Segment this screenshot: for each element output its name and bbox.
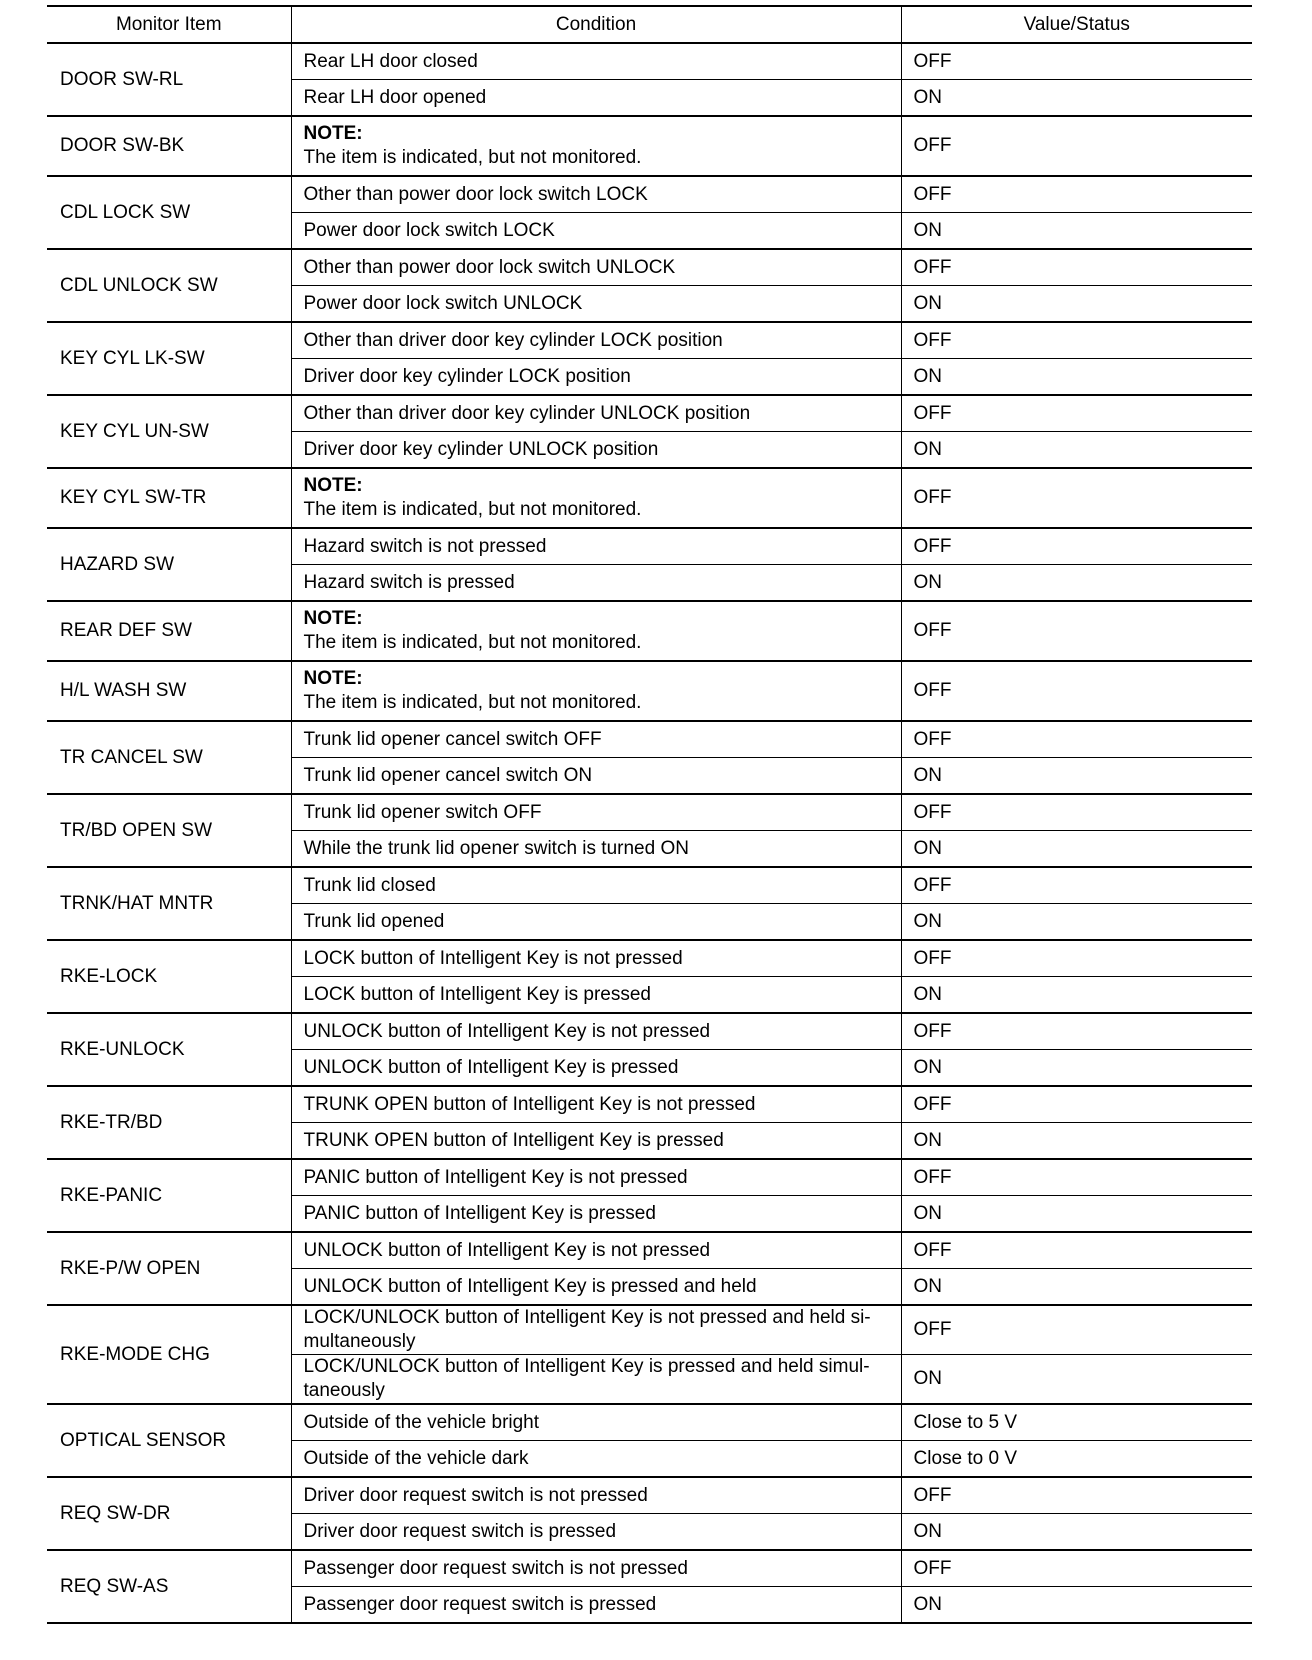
condition-cell: Trunk lid opener cancel switch OFF: [291, 721, 901, 758]
table-row: [47, 1013, 1252, 1050]
value-status-cell: ON: [901, 1514, 1252, 1551]
value-status-cell: OFF: [901, 940, 1252, 977]
value-status-cell: OFF: [901, 249, 1252, 286]
value-status-cell: OFF: [901, 1159, 1252, 1196]
value-status-cell: OFF: [901, 395, 1252, 432]
condition-cell: Trunk lid opener cancel switch ON: [291, 758, 901, 795]
table-row: [47, 1404, 1252, 1441]
condition-cell: Driver door key cylinder UNLOCK position: [291, 432, 901, 469]
table-row: [47, 43, 1252, 80]
monitor-item-cell: TR CANCEL SW: [47, 721, 291, 794]
table-row: [47, 1550, 1252, 1587]
monitor-item-cell: RKE-LOCK: [47, 940, 291, 1013]
monitor-item-cell: DOOR SW-RL: [47, 43, 291, 116]
monitor-item-cell: OPTICAL SENSOR: [47, 1404, 291, 1477]
note-text: The item is indicated, but not monitored.: [303, 632, 642, 653]
condition-cell: Passenger door request switch is not pressed: [291, 1550, 901, 1587]
condition-cell: PANIC button of Intelligent Key is pressed: [291, 1196, 901, 1233]
condition-note-cell: [291, 601, 901, 661]
table-row: [47, 794, 1252, 831]
condition-cell: Driver door request switch is not pressed: [291, 1477, 901, 1514]
note-label: NOTE:: [303, 668, 363, 689]
monitor-item-cell: KEY CYL UN-SW: [47, 395, 291, 468]
header-monitor-item: Monitor Item: [47, 6, 291, 43]
condition-cell: Rear LH door closed: [291, 43, 901, 80]
value-status-cell: ON: [901, 977, 1252, 1014]
table-row: [47, 468, 1252, 528]
table-row: [47, 721, 1252, 758]
table-row: [47, 867, 1252, 904]
monitor-item-cell: REQ SW-AS: [47, 1550, 291, 1623]
condition-cell: UNLOCK button of Intelligent Key is not pressed: [291, 1013, 901, 1050]
value-status-cell: OFF: [901, 661, 1252, 721]
condition-cell: LOCK/UNLOCK button of Intelligent Key is pressed and held simul-taneously: [291, 1355, 901, 1405]
condition-cell: TRUNK OPEN button of Intelligent Key is pressed: [291, 1123, 901, 1160]
table-row: [47, 601, 1252, 661]
table-row: [47, 176, 1252, 213]
value-status-cell: Close to 5 V: [901, 1404, 1252, 1441]
note-label: NOTE:: [303, 608, 363, 629]
value-status-cell: ON: [901, 758, 1252, 795]
condition-note-cell: [291, 661, 901, 721]
monitor-item-cell: REAR DEF SW: [47, 601, 291, 661]
condition-cell: Passenger door request switch is pressed: [291, 1587, 901, 1624]
value-status-cell: OFF: [901, 1232, 1252, 1269]
condition-note-cell: [291, 468, 901, 528]
note-text: The item is indicated, but not monitored.: [303, 499, 642, 520]
condition-note-cell: [291, 116, 901, 176]
table-row: [47, 116, 1252, 176]
value-status-cell: OFF: [901, 528, 1252, 565]
condition-cell: Trunk lid opener switch OFF: [291, 794, 901, 831]
note-label: NOTE:: [303, 475, 363, 496]
note-text: The item is indicated, but not monitored.: [303, 692, 642, 713]
value-status-cell: ON: [901, 359, 1252, 396]
value-status-cell: ON: [901, 1269, 1252, 1306]
condition-cell: Driver door request switch is pressed: [291, 1514, 901, 1551]
value-status-cell: OFF: [901, 867, 1252, 904]
monitor-item-cell: CDL LOCK SW: [47, 176, 291, 249]
monitor-item-cell: RKE-UNLOCK: [47, 1013, 291, 1086]
table-row: [47, 940, 1252, 977]
monitor-item-cell: RKE-MODE CHG: [47, 1305, 291, 1404]
value-status-cell: ON: [901, 831, 1252, 868]
table-row: [47, 322, 1252, 359]
condition-cell: TRUNK OPEN button of Intelligent Key is not pressed: [291, 1086, 901, 1123]
monitor-item-cell: KEY CYL LK-SW: [47, 322, 291, 395]
condition-cell: UNLOCK button of Intelligent Key is pressed and held: [291, 1269, 901, 1306]
condition-cell: Other than power door lock switch UNLOCK: [291, 249, 901, 286]
value-status-cell: OFF: [901, 43, 1252, 80]
value-status-cell: ON: [901, 1587, 1252, 1624]
value-status-cell: OFF: [901, 1550, 1252, 1587]
condition-cell: LOCK button of Intelligent Key is pressed: [291, 977, 901, 1014]
value-status-cell: OFF: [901, 1305, 1252, 1355]
condition-cell: PANIC button of Intelligent Key is not pressed: [291, 1159, 901, 1196]
value-status-cell: ON: [901, 1050, 1252, 1087]
condition-cell: LOCK button of Intelligent Key is not pressed: [291, 940, 901, 977]
value-status-cell: ON: [901, 80, 1252, 117]
monitor-item-cell: KEY CYL SW-TR: [47, 468, 291, 528]
value-status-cell: OFF: [901, 721, 1252, 758]
value-status-cell: ON: [901, 1123, 1252, 1160]
condition-cell: Other than power door lock switch LOCK: [291, 176, 901, 213]
note-text: The item is indicated, but not monitored.: [303, 147, 642, 168]
table-row: [47, 1477, 1252, 1514]
table-row: [47, 395, 1252, 432]
value-status-cell: OFF: [901, 1013, 1252, 1050]
value-status-cell: ON: [901, 432, 1252, 469]
value-status-cell: OFF: [901, 116, 1252, 176]
condition-cell: Other than driver door key cylinder LOCK position: [291, 322, 901, 359]
condition-cell: Outside of the vehicle dark: [291, 1441, 901, 1478]
monitor-item-cell: CDL UNLOCK SW: [47, 249, 291, 322]
table-row: [47, 1159, 1252, 1196]
value-status-cell: OFF: [901, 794, 1252, 831]
condition-cell: Other than driver door key cylinder UNLOCK position: [291, 395, 901, 432]
monitor-item-cell: HAZARD SW: [47, 528, 291, 601]
monitor-item-cell: TR/BD OPEN SW: [47, 794, 291, 867]
monitor-item-cell: RKE-P/W OPEN: [47, 1232, 291, 1305]
monitor-item-cell: DOOR SW-BK: [47, 116, 291, 176]
condition-cell: UNLOCK button of Intelligent Key is pressed: [291, 1050, 901, 1087]
value-status-cell: OFF: [901, 176, 1252, 213]
value-status-cell: ON: [901, 1355, 1252, 1405]
header-condition: Condition: [291, 6, 901, 43]
value-status-cell: ON: [901, 904, 1252, 941]
condition-cell: Trunk lid closed: [291, 867, 901, 904]
value-status-cell: ON: [901, 286, 1252, 323]
value-status-cell: OFF: [901, 1477, 1252, 1514]
table-row: [47, 528, 1252, 565]
monitor-item-cell: H/L WASH SW: [47, 661, 291, 721]
condition-cell: Trunk lid opened: [291, 904, 901, 941]
value-status-cell: ON: [901, 213, 1252, 250]
monitor-item-cell: REQ SW-DR: [47, 1477, 291, 1550]
value-status-cell: OFF: [901, 601, 1252, 661]
header-value-status: Value/Status: [901, 6, 1252, 43]
monitor-item-cell: RKE-TR/BD: [47, 1086, 291, 1159]
value-status-cell: ON: [901, 565, 1252, 602]
condition-cell: Driver door key cylinder LOCK position: [291, 359, 901, 396]
table-row: [47, 1232, 1252, 1269]
condition-cell: Hazard switch is pressed: [291, 565, 901, 602]
table-row: [47, 1086, 1252, 1123]
condition-cell: Power door lock switch UNLOCK: [291, 286, 901, 323]
table-row: [47, 1305, 1252, 1355]
condition-cell: Power door lock switch LOCK: [291, 213, 901, 250]
header-row: [47, 6, 1252, 43]
condition-cell: LOCK/UNLOCK button of Intelligent Key is not pressed and held si-multaneously: [291, 1305, 901, 1355]
monitor-item-table: [47, 5, 1252, 1624]
condition-cell: Rear LH door opened: [291, 80, 901, 117]
table-row: [47, 661, 1252, 721]
condition-cell: While the trunk lid opener switch is turned ON: [291, 831, 901, 868]
table-header: [47, 6, 1252, 43]
note-label: NOTE:: [303, 123, 363, 144]
value-status-cell: OFF: [901, 322, 1252, 359]
monitor-item-cell: TRNK/HAT MNTR: [47, 867, 291, 940]
condition-cell: UNLOCK button of Intelligent Key is not pressed: [291, 1232, 901, 1269]
table-body: [47, 43, 1252, 1623]
condition-cell: Hazard switch is not pressed: [291, 528, 901, 565]
value-status-cell: OFF: [901, 468, 1252, 528]
condition-cell: Outside of the vehicle bright: [291, 1404, 901, 1441]
monitor-item-cell: RKE-PANIC: [47, 1159, 291, 1232]
value-status-cell: ON: [901, 1196, 1252, 1233]
value-status-cell: OFF: [901, 1086, 1252, 1123]
table-row: [47, 249, 1252, 286]
value-status-cell: Close to 0 V: [901, 1441, 1252, 1478]
